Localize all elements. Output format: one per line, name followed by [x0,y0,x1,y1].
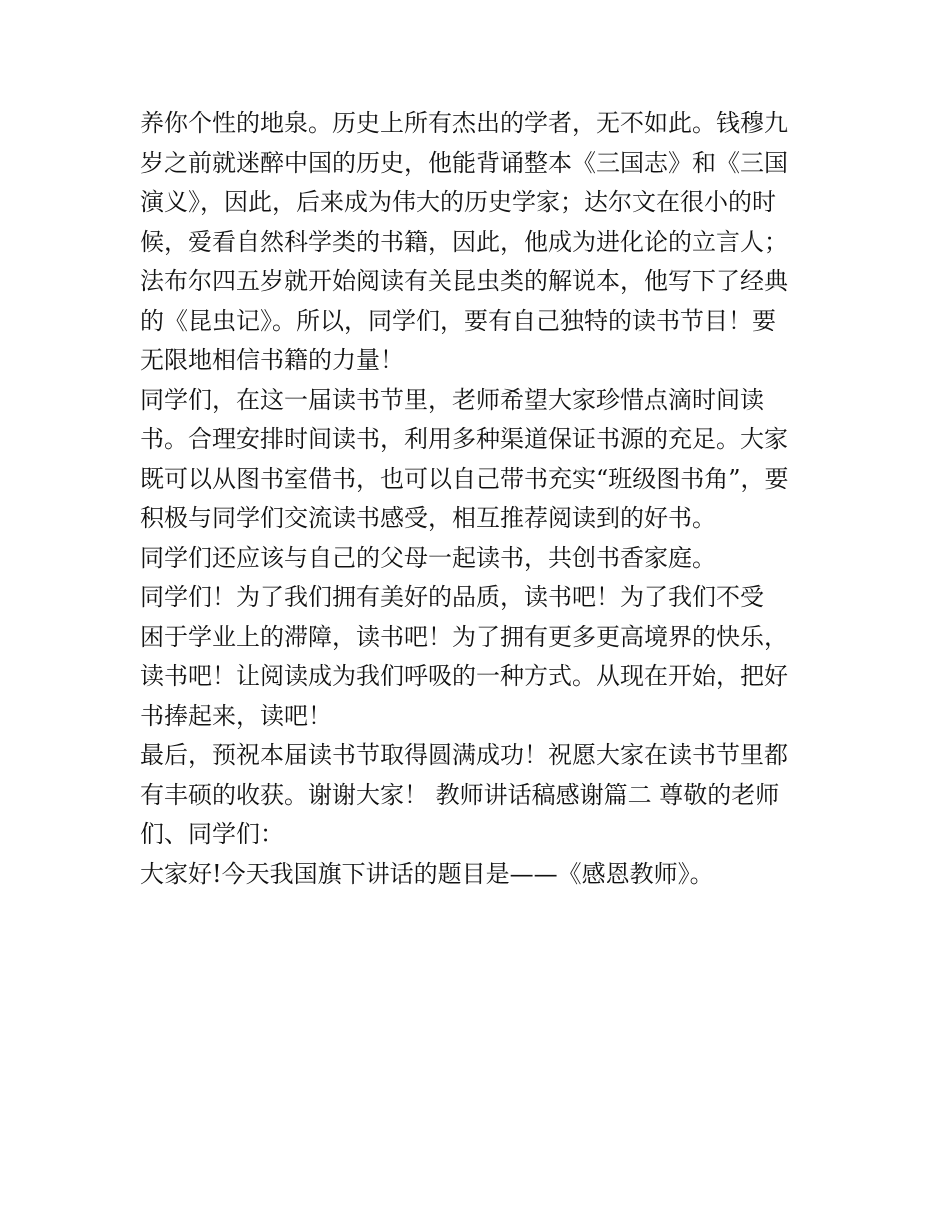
text-line: 养你个性的地泉。历史上所有杰出的学者，无不如此。钱穆九 [140,109,788,137]
text-line: 的《昆虫记》。所以，同学们，要有自己独特的读书节目！要 [140,306,776,335]
text-line: 同学们还应该与自己的父母一起读书，共创书香家庭。 [140,543,716,572]
text-line: 最后，预祝本届读书节取得圆满成功！祝愿大家在读书节里都 [140,741,788,769]
text-line: 同学们，在这一届读书节里，老师希望大家珍惜点滴时间读 [140,385,764,414]
text-line: 们、同学们： [140,820,284,848]
text-line: 候，爱看自然科学类的书籍，因此，他成为进化论的立言人； [140,227,788,256]
text-line: 有丰硕的收获。谢谢大家！ 教师讲话稿感谢篇二 尊敬的老师 [140,780,780,809]
text-line: 演义》，因此，后来成为伟大的历史学家；达尔文在很小的时 [140,188,776,216]
text-line: 无限地相信书籍的力量！ [140,346,404,374]
text-line: 既可以从图书室借书，也可以自己带书充实“班级图书角”，要 [140,464,789,493]
text-line: 困于学业上的滞障，读书吧！为了拥有更多更高境界的快乐， [140,622,788,651]
text-line: 大家好!今天我国旗下讲话的题目是——《感恩教师》。 [140,859,714,888]
text-line: 同学们！为了我们拥有美好的品质，读书吧！为了我们不受 [140,583,764,611]
text-line: 法布尔四五岁就开始阅读有关昆虫类的解说本，他写下了经典 [140,267,788,295]
text-line: 书。合理安排时间读书，利用多种渠道保证书源的充足。大家 [140,425,788,453]
text-line: 岁之前就迷醉中国的历史，他能背诵整本《三国志》和《三国 [140,148,788,177]
text-line: 书捧起来，读吧！ [140,701,332,730]
text-line: 读书吧！让阅读成为我们呼吸的一种方式。从现在开始，把好 [140,662,788,690]
text-line: 积极与同学们交流读书感受，相互推荐阅读到的好书。 [140,504,716,532]
document-body [140,104,820,894]
